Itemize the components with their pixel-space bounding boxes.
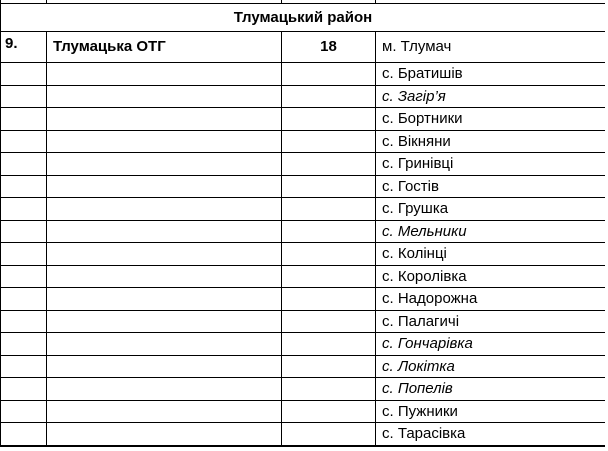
empty-cell	[47, 400, 282, 423]
empty-cell	[1, 333, 47, 356]
village-row	[1, 265, 606, 288]
empty-cell	[1, 243, 47, 266]
empty-cell	[1, 400, 47, 423]
empty-cell	[282, 85, 376, 108]
village-row	[1, 355, 606, 378]
empty-cell	[1, 85, 47, 108]
village-name: с. Гринівці	[376, 153, 606, 176]
village-row	[1, 288, 606, 311]
village-row	[1, 423, 606, 446]
village-row	[1, 220, 606, 243]
empty-cell	[282, 175, 376, 198]
village-row	[1, 243, 606, 266]
village-row	[1, 175, 606, 198]
community-name: Тлумацька ОТГ	[47, 32, 282, 63]
empty-cell	[1, 175, 47, 198]
empty-cell	[1, 265, 47, 288]
empty-cell	[47, 153, 282, 176]
empty-cell	[47, 288, 282, 311]
empty-cell	[282, 310, 376, 333]
empty-cell	[1, 130, 47, 153]
empty-cell	[282, 243, 376, 266]
settlements-table-body	[1, 0, 606, 446]
empty-cell	[47, 198, 282, 221]
empty-cell	[282, 333, 376, 356]
empty-cell	[1, 220, 47, 243]
empty-cell	[47, 378, 282, 401]
community-number: 9.	[1, 32, 47, 63]
village-name: с. Братишів	[376, 63, 606, 86]
village-row	[1, 130, 606, 153]
empty-cell	[47, 310, 282, 333]
empty-cell	[282, 63, 376, 86]
empty-cell	[282, 288, 376, 311]
village-row	[1, 198, 606, 221]
village-name: с. Загір’я	[376, 85, 606, 108]
village-row	[1, 333, 606, 356]
empty-cell	[47, 355, 282, 378]
village-name: с. Палагичі	[376, 310, 606, 333]
village-name: с. Грушка	[376, 198, 606, 221]
empty-cell	[282, 198, 376, 221]
empty-cell	[1, 288, 47, 311]
empty-cell	[282, 378, 376, 401]
empty-cell	[1, 355, 47, 378]
empty-cell	[1, 63, 47, 86]
empty-cell	[47, 220, 282, 243]
village-name: с. Бортники	[376, 108, 606, 131]
empty-cell	[1, 378, 47, 401]
village-name: с. Пужники	[376, 400, 606, 423]
village-row	[1, 85, 606, 108]
empty-cell	[1, 153, 47, 176]
village-name: с. Мельники	[376, 220, 606, 243]
village-row	[1, 378, 606, 401]
empty-cell	[282, 108, 376, 131]
empty-cell	[282, 355, 376, 378]
empty-cell	[47, 63, 282, 86]
village-name: с. Тарасівка	[376, 423, 606, 446]
village-row	[1, 63, 606, 86]
empty-cell	[1, 423, 47, 446]
empty-cell	[282, 423, 376, 446]
empty-cell	[47, 243, 282, 266]
empty-cell	[47, 130, 282, 153]
community-center: м. Тлумач	[376, 32, 606, 63]
empty-cell	[47, 265, 282, 288]
village-name: с. Попелів	[376, 378, 606, 401]
empty-cell	[282, 265, 376, 288]
village-name: с. Гостів	[376, 175, 606, 198]
village-name: с. Королівка	[376, 265, 606, 288]
empty-cell	[47, 85, 282, 108]
empty-cell	[282, 153, 376, 176]
empty-cell	[1, 310, 47, 333]
community-row	[1, 32, 606, 63]
empty-cell	[1, 198, 47, 221]
empty-cell	[282, 220, 376, 243]
empty-cell	[1, 108, 47, 131]
village-row	[1, 153, 606, 176]
village-row	[1, 310, 606, 333]
village-name: с. Гончарівка	[376, 333, 606, 356]
settlement-count: 18	[282, 32, 376, 63]
village-name: с. Надорожна	[376, 288, 606, 311]
empty-cell	[47, 175, 282, 198]
empty-cell	[282, 130, 376, 153]
village-name: с. Вікняни	[376, 130, 606, 153]
district-title: Тлумацький район	[1, 4, 606, 32]
district-header-row	[1, 4, 606, 32]
village-row	[1, 400, 606, 423]
empty-cell	[47, 108, 282, 131]
empty-cell	[47, 423, 282, 446]
empty-cell	[282, 400, 376, 423]
empty-cell	[47, 333, 282, 356]
village-name: с. Локітка	[376, 355, 606, 378]
village-name: с. Колінці	[376, 243, 606, 266]
village-row	[1, 108, 606, 131]
